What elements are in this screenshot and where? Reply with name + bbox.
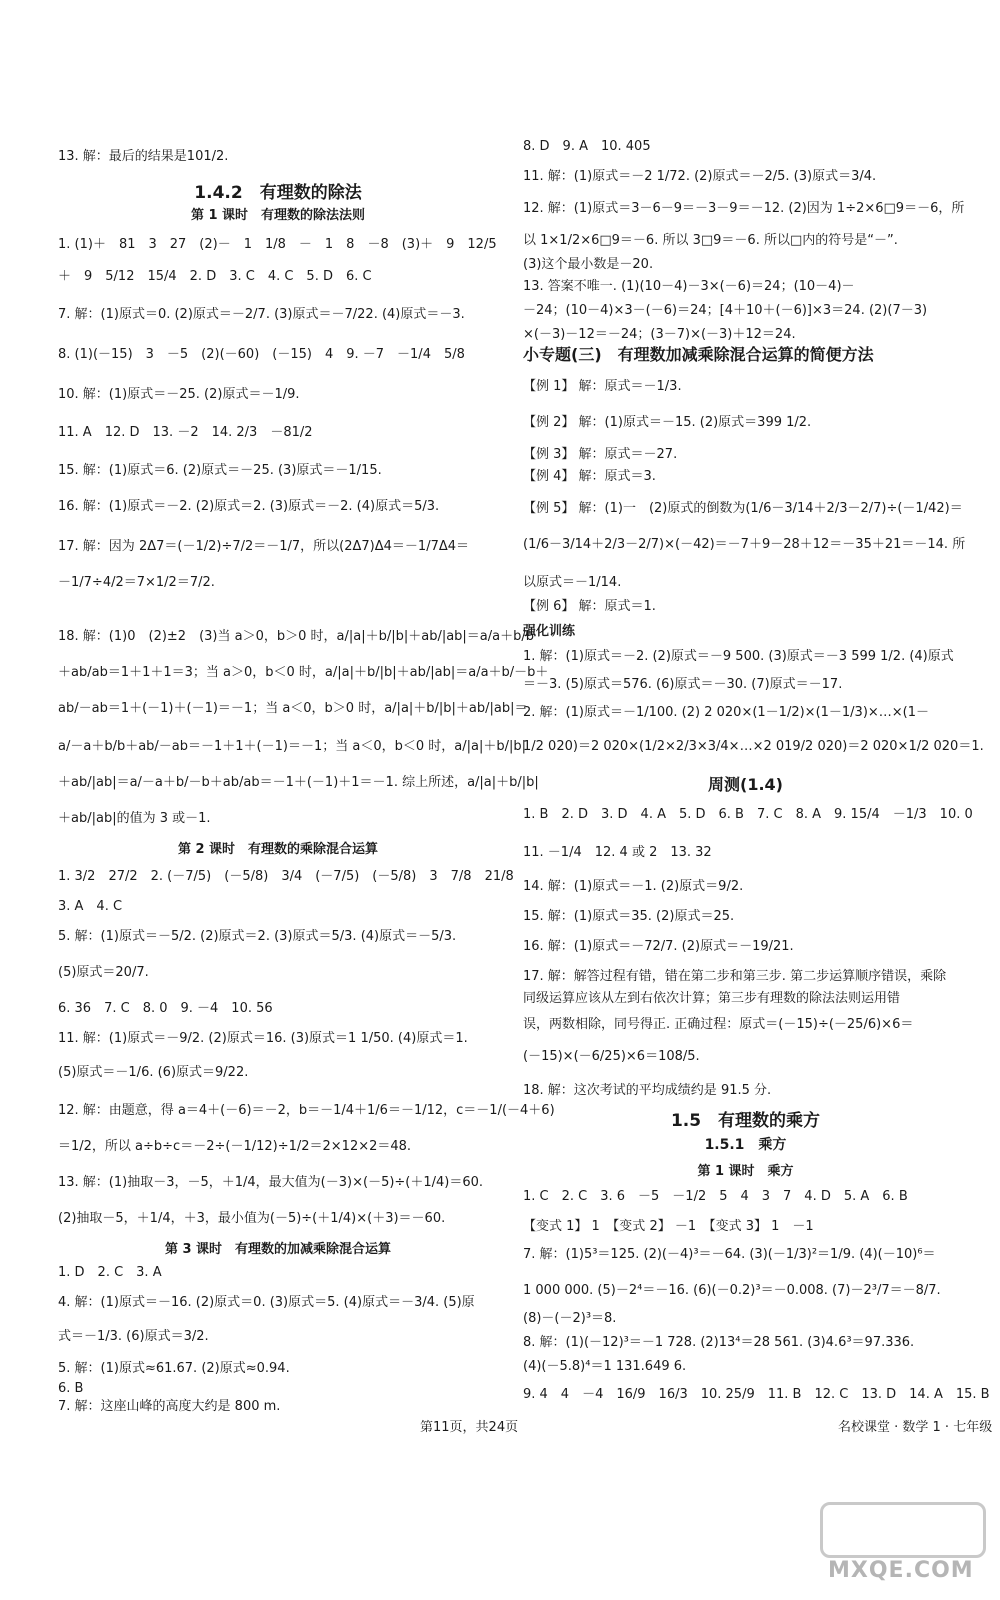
answer-line: 11. 解：(1)原式＝－2 1/72. (2)原式＝－2/5. (3)原式＝3/4. [523, 169, 877, 184]
book-title: 名校课堂 · 数学 1 · 七年级 [838, 1420, 993, 1435]
answer-line: (5)原式＝20/7. [58, 965, 149, 980]
answer-line: 5. 解：(1)原式＝－5/2. (2)原式＝2. (3)原式＝5/3. (4)原式＝－5/3. [58, 929, 457, 944]
answer-line: ＝1/2，所以 a÷b÷c＝－2÷(－1/12)÷1/2＝2×12×2＝48. [58, 1139, 412, 1154]
answer-line: 以原式＝－1/14. [523, 575, 622, 590]
answer-line: 1. 解：(1)原式＝－2. (2)原式＝－9 500. (3)原式＝－3 599 1/2. (4)原式 [523, 649, 954, 664]
answer-line: a/－a＋b/b＋ab/－ab＝－1＋1＋(－1)＝－1；当 a＜0，b＜0 时，a/|a|＋b/|b| [58, 739, 526, 754]
answer-line: 5. 解：(1)原式≈61.67. (2)原式≈0.94. [58, 1361, 290, 1376]
answer-line: 16. 解：(1)原式＝－2. (2)原式＝2. (3)原式＝－2. (4)原式＝5/3. [58, 499, 440, 514]
answer-line: 以 1×1/2×6□9＝－6. 所以 3□9＝－6. 所以□内的符号是“－”. [523, 233, 898, 248]
lesson-heading: 第 1 课时 乘方 [697, 1164, 794, 1179]
answer-line: 15. 解：(1)原式＝35. (2)原式＝25. [523, 909, 735, 924]
answer-line: (3)这个最小数是－20. [523, 257, 654, 272]
answer-line: 18. 解：(1)0 (2)±2 (3)当 a＞0，b＞0 时，a/|a|＋b/|b|＋ab/|ab|＝a/a＋b/b [58, 629, 534, 644]
answer-line: 10. 解：(1)原式＝－25. (2)原式＝－1/9. [58, 387, 300, 402]
answer-line: 4. 解：(1)原式＝－16. (2)原式＝0. (3)原式＝5. (4)原式＝－3/4. (5)原 [58, 1295, 475, 1310]
lesson-heading: 第 2 课时 有理数的乘除混合运算 [177, 842, 379, 857]
answer-line: 2. 解：(1)原式＝－1/100. (2) 2 020×(1－1/2)×(1－1/3)×…×(1－ [523, 705, 930, 720]
answer-line: ＋ab/|ab|的值为 3 或－1. [58, 811, 211, 826]
answer-line: 7. 解：(1)5³＝125. (2)(－4)³＝－64. (3)(－1/3)²＝1/9. (4)(－10)⁶＝ [523, 1247, 936, 1262]
answer-line: 18. 解：这次考试的平均成绩约是 91.5 分. [523, 1083, 772, 1098]
answer-line: ab/－ab＝1＋(－1)＋(－1)＝－1；当 a＜0，b＞0 时，a/|a|＋b/|b|＋ab/|ab|＝ [58, 701, 528, 716]
answer-line: 11. A 12. D 13. －2 14. 2/3 －81/2 [58, 425, 313, 440]
answer-line: 16. 解：(1)原式＝－72/7. (2)原式＝－19/21. [523, 939, 794, 954]
answer-line: 【例 2】 解：(1)原式＝－15. (2)原式＝399 1/2. [523, 415, 812, 430]
answer-line: 同级运算应该从左到右依次计算；第三步有理数的除法法则运用错 [523, 991, 901, 1006]
drill-heading: 强化训练 [523, 624, 576, 639]
answer-line: 3. A 4. C [58, 899, 123, 914]
lesson-heading: 第 3 课时 有理数的加减乘除混合运算 [164, 1242, 392, 1257]
answer-line: (－15)×(－6/25)×6＝108/5. [523, 1049, 700, 1064]
answer-line: 13. 解：(1)抽取－3，－5，＋1/4，最大值为(－3)×(－5)÷(＋1/4)＝60. [58, 1175, 484, 1190]
answer-line: 14. 解：(1)原式＝－1. (2)原式＝9/2. [523, 879, 744, 894]
answer-line: 1. B 2. D 3. D 4. A 5. D 6. B 7. C 8. A 9. 15/4 －1/3 10. 0 [523, 807, 973, 822]
answer-line: 12. 解：由题意，得 a＝4＋(－6)＝－2，b＝－1/4＋1/6＝－1/12，c＝－1/(－4＋6) [58, 1103, 555, 1118]
lesson-heading: 第 1 课时 有理数的除法法则 [190, 208, 366, 223]
watermark-logo [820, 1502, 986, 1558]
answer-line: ＋ab/ab＝1＋1＋1＝3；当 a＞0，b＜0 时，a/|a|＋b/|b|＋ab/|ab|＝a/a＋b/－b＋ [58, 665, 549, 680]
answer-line: ＝－3. (5)原式＝576. (6)原式＝－30. (7)原式＝－17. [523, 677, 843, 692]
answer-line: (2)抽取－5，＋1/4，＋3，最小值为(－5)÷(＋1/4)×(＋3)＝－60. [58, 1211, 446, 1226]
page-number: 第11页，共24页 [420, 1420, 519, 1435]
answer-line: 13. 解：最后的结果是101/2. [58, 149, 229, 164]
answer-line: 7. 解：这座山峰的高度大约是 800 m. [58, 1399, 281, 1414]
answer-line: 8. 解：(1)(－12)³＝－1 728. (2)13⁴＝28 561. (3)4.6³＝97.336. [523, 1335, 915, 1350]
answer-line: 1 000 000. (5)－2⁴＝－16. (6)(－0.2)³＝－0.008. (7)－2³/7＝－8/7. [523, 1283, 941, 1298]
answer-line: ＋ab/|ab|＝a/－a＋b/－b＋ab/ab＝－1＋(－1)＋1＝－1. 综上所述，a/|a|＋b/|b| [58, 775, 539, 790]
answer-line: 15. 解：(1)原式＝6. (2)原式＝－25. (3)原式＝－1/15. [58, 463, 382, 478]
answer-line: ×(－3)－12＝－24；(3－7)×(－3)＋12＝24. [523, 327, 796, 342]
answer-line: ＋ 9 5/12 15/4 2. D 3. C 4. C 5. D 6. C [58, 269, 372, 284]
answer-line: 【例 6】 解：原式＝1. [523, 599, 656, 614]
answer-line: (4)(－5.8)⁴＝1 131.649 6. [523, 1359, 687, 1374]
section-heading: 1.5 有理数的乘方 [670, 1111, 821, 1131]
answer-line: 1. C 2. C 3. 6 －5 －1/2 5 4 3 7 4. D 5. A 6. B [523, 1189, 908, 1204]
answer-line: 6. B [58, 1381, 84, 1396]
answer-line: 1/2 020)＝2 020×(1/2×2/3×3/4×…×2 019/2 020)＝2 020×1/2 020＝1. [523, 739, 984, 754]
answer-line: －24；(10－4)×3－(－6)＝24；[4＋10＋(－6)]×3＝24. (2)(7－3) [523, 303, 928, 318]
answer-line: 8. D 9. A 10. 405 [523, 139, 651, 154]
answer-line: 【例 3】 解：原式＝－27. [523, 447, 678, 462]
answer-line: 17. 解：因为 2Δ7＝(－1/2)÷7/2＝－1/7，所以(2Δ7)Δ4＝－1/7Δ4＝ [58, 539, 470, 554]
answer-line: －1/7÷4/2＝7×1/2＝7/2. [58, 575, 215, 590]
answer-line: 1. (1)＋ 81 3 27 (2)－ 1 1/8 － 1 8 －8 (3)＋ 9 12/5 [58, 237, 497, 252]
answer-line: 【例 4】 解：原式＝3. [523, 469, 656, 484]
section-heading: 周测(1.4) [708, 775, 783, 794]
answer-line: 6. 36 7. C 8. 0 9. －4 10. 56 [58, 1001, 273, 1016]
watermark-site: MXQE.COM [828, 1558, 974, 1583]
answer-line: 【例 5】 解：(1)一 (2)原式的倒数为(1/6－3/14＋2/3－2/7)÷(－1/42)＝ [523, 501, 963, 516]
answer-line: 8. (1)(－15) 3 －5 (2)(－60) (－15) 4 9. －7 －1/4 5/8 [58, 347, 465, 362]
answer-line: 11. 解：(1)原式＝－9/2. (2)原式＝16. (3)原式＝1 1/50. (4)原式＝1. [58, 1031, 468, 1046]
special-topic-heading: 小专题(三) 有理数加减乘除混合运算的简便方法 [523, 345, 874, 364]
answer-line: (5)原式＝－1/6. (6)原式＝9/22. [58, 1065, 249, 1080]
answer-line: (8)－(－2)³＝8. [523, 1311, 617, 1326]
subsection-heading: 1.5.1 乘方 [704, 1137, 787, 1153]
watermark [820, 1500, 990, 1595]
answer-line: 【例 1】 解：原式＝－1/3. [523, 379, 682, 394]
answer-line: 9. 4 4 －4 16/9 16/3 10. 25/9 11. B 12. C 13. D 14. A 15. B [523, 1387, 990, 1402]
answer-line: 式＝－1/3. (6)原式＝3/2. [58, 1329, 209, 1344]
answer-line: 7. 解：(1)原式＝0. (2)原式＝－2/7. (3)原式＝－7/22. (4)原式＝－3. [58, 307, 465, 322]
answer-line: 17. 解：解答过程有错，错在第二步和第三步. 第二步运算顺序错误，乘除 [523, 969, 947, 984]
answer-line: 误，两数相除，同号得正. 正确过程：原式＝(－15)÷(－25/6)×6＝ [523, 1017, 914, 1032]
section-heading: 1.4.2 有理数的除法 [194, 183, 362, 203]
answer-line: 12. 解：(1)原式＝3－6－9＝－3－9＝－12. (2)因为 1÷2×6□9＝－6，所 [523, 201, 965, 216]
answer-line: (1/6－3/14＋2/3－2/7)×(－42)＝－7＋9－28＋12＝－35＋21＝－14. 所 [523, 537, 966, 552]
answer-line: 1. 3/2 27/2 2. (－7/5) (－5/8) 3/4 (－7/5) (－5/8) 3 7/8 21/8 [58, 869, 514, 884]
answer-line: 1. D 2. C 3. A [58, 1265, 162, 1280]
answer-line: 13. 答案不唯一. (1)(10－4)－3×(－6)＝24；(10－4)－ [523, 279, 855, 294]
answer-line: 11. －1/4 12. 4 或 2 13. 32 [523, 845, 712, 860]
answer-line: 【变式 1】 1 【变式 2】 －1 【变式 3】 1 －1 [523, 1219, 814, 1234]
